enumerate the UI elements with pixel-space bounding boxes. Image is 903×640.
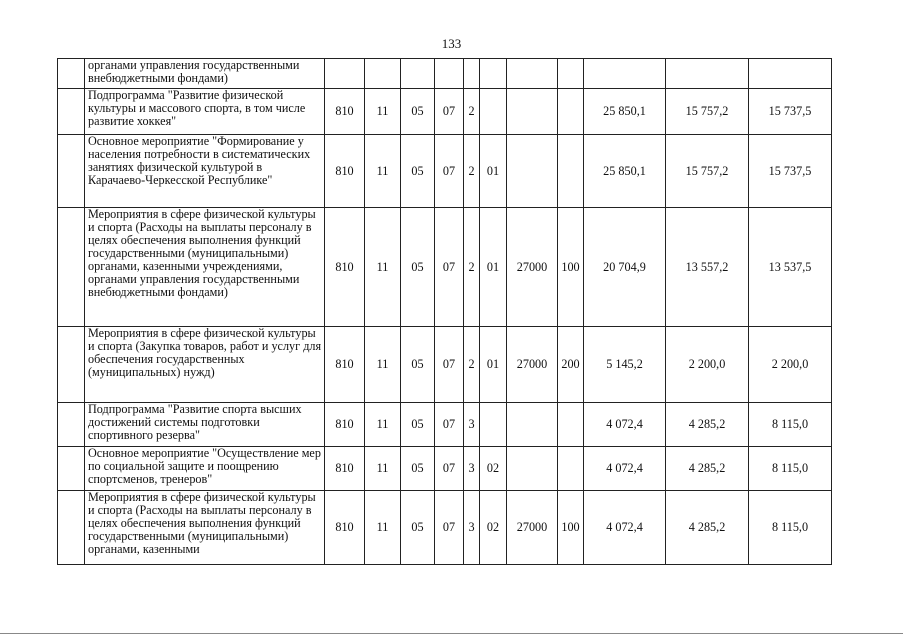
cell-prog: 07 (435, 491, 464, 565)
table-row (58, 491, 832, 565)
cell-prog: 07 (435, 327, 464, 403)
cell-pr: 05 (401, 447, 435, 491)
cell-pr: 05 (401, 403, 435, 447)
cell-rz (365, 59, 401, 89)
cell-ved: 810 (325, 89, 365, 135)
cell-prog (435, 59, 464, 89)
cell-s1 (584, 59, 666, 89)
row-number-cell (58, 491, 85, 565)
cell-prog: 07 (435, 89, 464, 135)
cell-ved: 810 (325, 327, 365, 403)
cell-vr: 200 (558, 327, 584, 403)
cell-vr (558, 403, 584, 447)
cell-dir: 27000 (507, 491, 558, 565)
cell-dir (507, 89, 558, 135)
cell-s1: 5 145,2 (584, 327, 666, 403)
cell-s2: 4 285,2 (666, 447, 749, 491)
budget-table (57, 58, 832, 565)
cell-rz: 11 (365, 89, 401, 135)
cell-dir (507, 447, 558, 491)
cell-main: 01 (480, 327, 507, 403)
cell-main (480, 89, 507, 135)
item-name-cell: Основное мероприятие "Формирование у населения потребности в систематических занятиях физической культурой в Карачаево-Черкесской Республике" (85, 135, 325, 208)
cell-s3: 8 115,0 (749, 491, 832, 565)
cell-sub: 2 (464, 327, 480, 403)
cell-sub: 3 (464, 491, 480, 565)
cell-s1: 20 704,9 (584, 208, 666, 327)
cell-s1: 25 850,1 (584, 89, 666, 135)
cell-s2: 4 285,2 (666, 403, 749, 447)
cell-sub: 2 (464, 89, 480, 135)
cell-main (480, 403, 507, 447)
cell-s1: 4 072,4 (584, 491, 666, 565)
row-number-cell (58, 208, 85, 327)
item-name-cell: Мероприятия в сфере физической культуры и спорта (Расходы на выплаты персоналу в целях обеспечения выполнения функций государственными (муниципальными) органами, казенными (85, 491, 325, 565)
cell-main: 02 (480, 491, 507, 565)
table-row (58, 59, 832, 89)
cell-vr: 100 (558, 491, 584, 565)
cell-prog: 07 (435, 135, 464, 208)
cell-dir (507, 135, 558, 208)
cell-dir (507, 403, 558, 447)
cell-prog: 07 (435, 447, 464, 491)
cell-s1: 4 072,4 (584, 447, 666, 491)
cell-ved: 810 (325, 491, 365, 565)
cell-ved (325, 59, 365, 89)
cell-sub: 2 (464, 135, 480, 208)
cell-ved: 810 (325, 135, 365, 208)
cell-s2: 4 285,2 (666, 491, 749, 565)
table-row (58, 135, 832, 208)
table-row (58, 327, 832, 403)
cell-pr (401, 59, 435, 89)
cell-ved: 810 (325, 208, 365, 327)
table-row (58, 447, 832, 491)
table-row (58, 208, 832, 327)
cell-pr: 05 (401, 327, 435, 403)
cell-main: 02 (480, 447, 507, 491)
cell-s2: 15 757,2 (666, 135, 749, 208)
cell-rz: 11 (365, 208, 401, 327)
cell-main: 01 (480, 208, 507, 327)
cell-dir (507, 59, 558, 89)
table-row (58, 403, 832, 447)
cell-pr: 05 (401, 208, 435, 327)
cell-prog: 07 (435, 403, 464, 447)
cell-sub: 3 (464, 403, 480, 447)
item-name-cell: Основное мероприятие "Осуществление мер по социальной защите и поощрению спортсменов, тренеров" (85, 447, 325, 491)
cell-s2: 13 557,2 (666, 208, 749, 327)
item-name-cell: Мероприятия в сфере физической культуры и спорта (Расходы на выплаты персоналу в целях обеспечения выполнения функций государственными (муниципальными) органами, казенными учреждениями, органами управления государственными внебюджетными фондами) (85, 208, 325, 327)
cell-s3 (749, 59, 832, 89)
cell-s2: 15 757,2 (666, 89, 749, 135)
cell-dir: 27000 (507, 327, 558, 403)
cell-dir: 27000 (507, 208, 558, 327)
cell-s3: 8 115,0 (749, 403, 832, 447)
page-bottom-edge (0, 633, 903, 634)
cell-sub: 2 (464, 208, 480, 327)
cell-s1: 25 850,1 (584, 135, 666, 208)
cell-rz: 11 (365, 327, 401, 403)
table-row (58, 89, 832, 135)
cell-s2 (666, 59, 749, 89)
item-name-cell: Подпрограмма "Развитие спорта высших достижений системы подготовки спортивного резерва" (85, 403, 325, 447)
cell-rz: 11 (365, 491, 401, 565)
cell-s1: 4 072,4 (584, 403, 666, 447)
cell-rz: 11 (365, 447, 401, 491)
cell-rz: 11 (365, 403, 401, 447)
cell-rz: 11 (365, 135, 401, 208)
item-name-cell: Подпрограмма "Развитие физической культуры и массового спорта, в том числе развитие хоккея" (85, 89, 325, 135)
cell-main (480, 59, 507, 89)
item-name-cell: Мероприятия в сфере физической культуры и спорта (Закупка товаров, работ и услуг для обеспечения государственных (муниципальных) нужд) (85, 327, 325, 403)
row-number-cell (58, 327, 85, 403)
cell-s2: 2 200,0 (666, 327, 749, 403)
cell-s3: 15 737,5 (749, 89, 832, 135)
cell-s3: 15 737,5 (749, 135, 832, 208)
cell-vr (558, 89, 584, 135)
cell-s3: 8 115,0 (749, 447, 832, 491)
row-number-cell (58, 89, 85, 135)
cell-pr: 05 (401, 135, 435, 208)
cell-s3: 13 537,5 (749, 208, 832, 327)
cell-main: 01 (480, 135, 507, 208)
cell-s3: 2 200,0 (749, 327, 832, 403)
cell-prog: 07 (435, 208, 464, 327)
item-name-cell: органами управления государственными внебюджетными фондами) (85, 59, 325, 89)
cell-pr: 05 (401, 491, 435, 565)
cell-pr: 05 (401, 89, 435, 135)
cell-vr: 100 (558, 208, 584, 327)
cell-sub (464, 59, 480, 89)
cell-vr (558, 59, 584, 89)
row-number-cell (58, 59, 85, 89)
row-number-cell (58, 135, 85, 208)
cell-ved: 810 (325, 447, 365, 491)
cell-sub: 3 (464, 447, 480, 491)
row-number-cell (58, 447, 85, 491)
cell-vr (558, 135, 584, 208)
row-number-cell (58, 403, 85, 447)
cell-ved: 810 (325, 403, 365, 447)
cell-vr (558, 447, 584, 491)
table-body (58, 59, 832, 565)
page-number: 133 (441, 36, 462, 51)
